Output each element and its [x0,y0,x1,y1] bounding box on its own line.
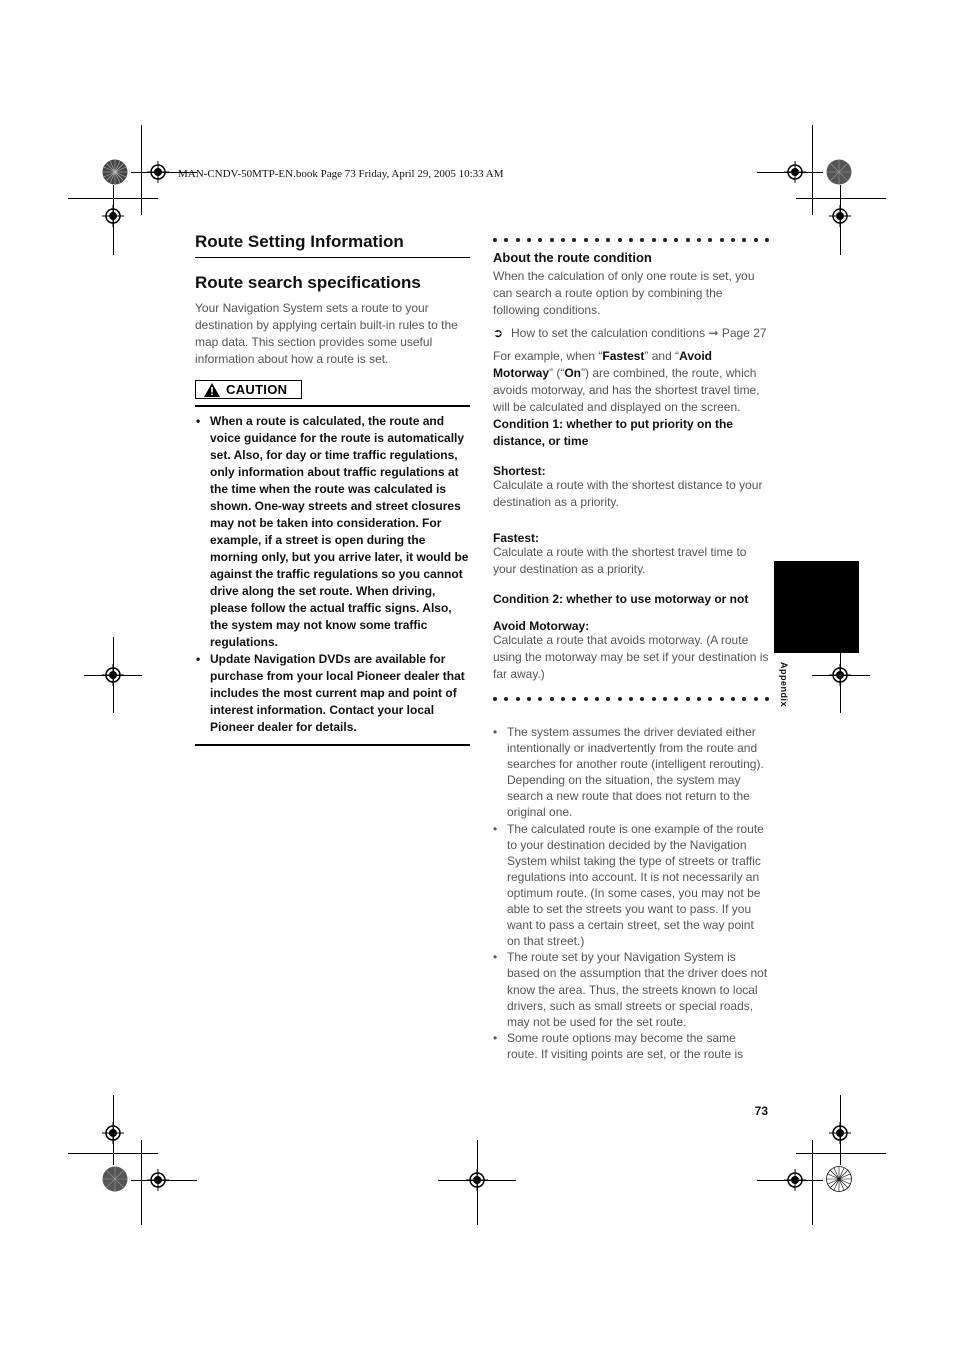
crop-line [812,125,813,215]
fastest-text: Calculate a route with the shortest travel time to your destination as a priority. [493,545,747,576]
registration-target-icon [784,161,806,183]
page-number: 73 [754,1104,768,1118]
registration-target-icon [829,1122,851,1144]
note-item [493,949,769,1029]
condition-1-heading: Condition 1: whether to put priority on the distance, or time [493,417,733,448]
example-paragraph: For example, when “Fastest” and “Avoid Motorway” (“On”) are combined, the route, which avoids motorway, and has the shortest travel time, will be calculated and displayed on the screen. [493,349,760,414]
fastest-label: Fastest: [493,531,540,545]
note-text: Some route options may become the same route. If visiting points are set, or the route is [507,1030,744,1061]
about-title: About the route condition [493,250,652,265]
avoid-motorway-text: Calculate a route that avoids motorway. (A route using the motorway may be set if your destination is far away.) [493,633,769,681]
bullet-icon: • [196,413,201,428]
registration-target-icon [829,664,851,686]
registration-target-icon [829,205,851,227]
caution-header [195,380,302,399]
note-item [493,821,769,950]
bullet-icon: • [493,725,498,739]
avoid-motorway-label: Avoid Motorway: [493,619,590,633]
notes-list [493,724,769,1062]
section-tab-label: Appendix [779,662,789,708]
caution-item-text: When a route is calculated, the route and voice guidance for the route is automatically set. Also, for day or time traffic regulations, only information about traffic regulations at the time when the route was calculated is shown. One-way streets and street closures may not be taken into consideration. For example, if a street is open during the morning only, but you arrive later, it would be against the traffic regulations so you cannot drive along the set route. When driving, please follow the actual traffic signs. Also, the system may not know some traffic regulations. [210,413,469,649]
bullet-icon: • [196,651,201,666]
caution-item-text: Update Navigation DVDs are available for purchase from your local Pioneer dealer that includes the most current map and point of interest information. Contact your local Pioneer dealer for details. [210,651,465,734]
subsection-title: Route search specifications [195,273,421,292]
registration-target-icon [466,1169,488,1191]
print-header-note: MAN-CNDV-50MTP-EN.book Page 73 Friday, April 29, 2005 10:33 AM [178,168,504,180]
section-tab [774,561,859,653]
caution-item [195,651,470,736]
shortest-label: Shortest: [493,464,546,478]
color-target-icon [102,1166,128,1192]
reference-arrow-icon: ➲ [493,326,504,340]
dotted-divider [493,697,769,701]
registration-target-icon [102,205,124,227]
page-reference [493,325,769,342]
note-text: The route set by your Navigation System is based on the assumption that the driver does not know the area. Thus, the streets known to local drivers, such as small streets or special roads, may not be used for the set route. [507,950,768,1029]
note-text: The system assumes the driver deviated either intentionally or inadvertently from the route and searches for another route (intelligent rerouting). Depending on the situation, the system may search a new route that does not return to the original one. [507,725,764,820]
registration-target-icon [147,161,169,183]
note-text: The calculated route is one example of the route to your destination decided by the Navigation System whilst taking the type of streets or traffic regulations into account. It is not necessarily an optimum route. (In some cases, you may not be able to set the streets you want to pass. If you want to pass a certain street, set the way point on that street.) [507,821,764,949]
crop-line [812,1140,813,1225]
note-item [493,724,769,821]
note-item [493,1030,769,1062]
dotted-divider [493,238,769,242]
reference-text: How to set the calculation conditions ➞ Page 27 [511,326,767,340]
registration-target-icon [147,1169,169,1191]
color-target-icon [826,159,852,185]
registration-target-icon [784,1169,806,1191]
shortest-text: Calculate a route with the shortest distance to your destination as a priority. [493,478,763,509]
section-title: Route Setting Information [195,232,470,258]
intro-paragraph: Your Navigation System sets a route to your destination by applying certain built-in rules to the map data. This section provides some useful information about how a route is set. [195,301,458,366]
crop-line [68,1153,158,1154]
registration-target-icon [102,1122,124,1144]
caution-label: CAUTION [226,382,288,397]
caution-item [195,413,470,651]
crop-line [141,125,142,215]
condition-2-heading: Condition 2: whether to use motorway or not [493,592,749,606]
bullet-icon: • [493,950,498,965]
crop-line [796,198,886,199]
right-column [493,238,769,1062]
bullet-icon: • [493,821,498,836]
crop-line [796,1153,886,1154]
crop-line [141,1140,142,1225]
caution-list [195,405,470,746]
registration-target-icon [102,664,124,686]
bullet-icon: • [493,1030,498,1045]
color-target-icon [102,159,128,185]
warning-icon [204,383,220,397]
about-paragraph: When the calculation of only one route is set, you can search a route option by combining the following conditions. [493,269,755,317]
color-target-icon [826,1166,852,1192]
left-column [195,232,470,746]
